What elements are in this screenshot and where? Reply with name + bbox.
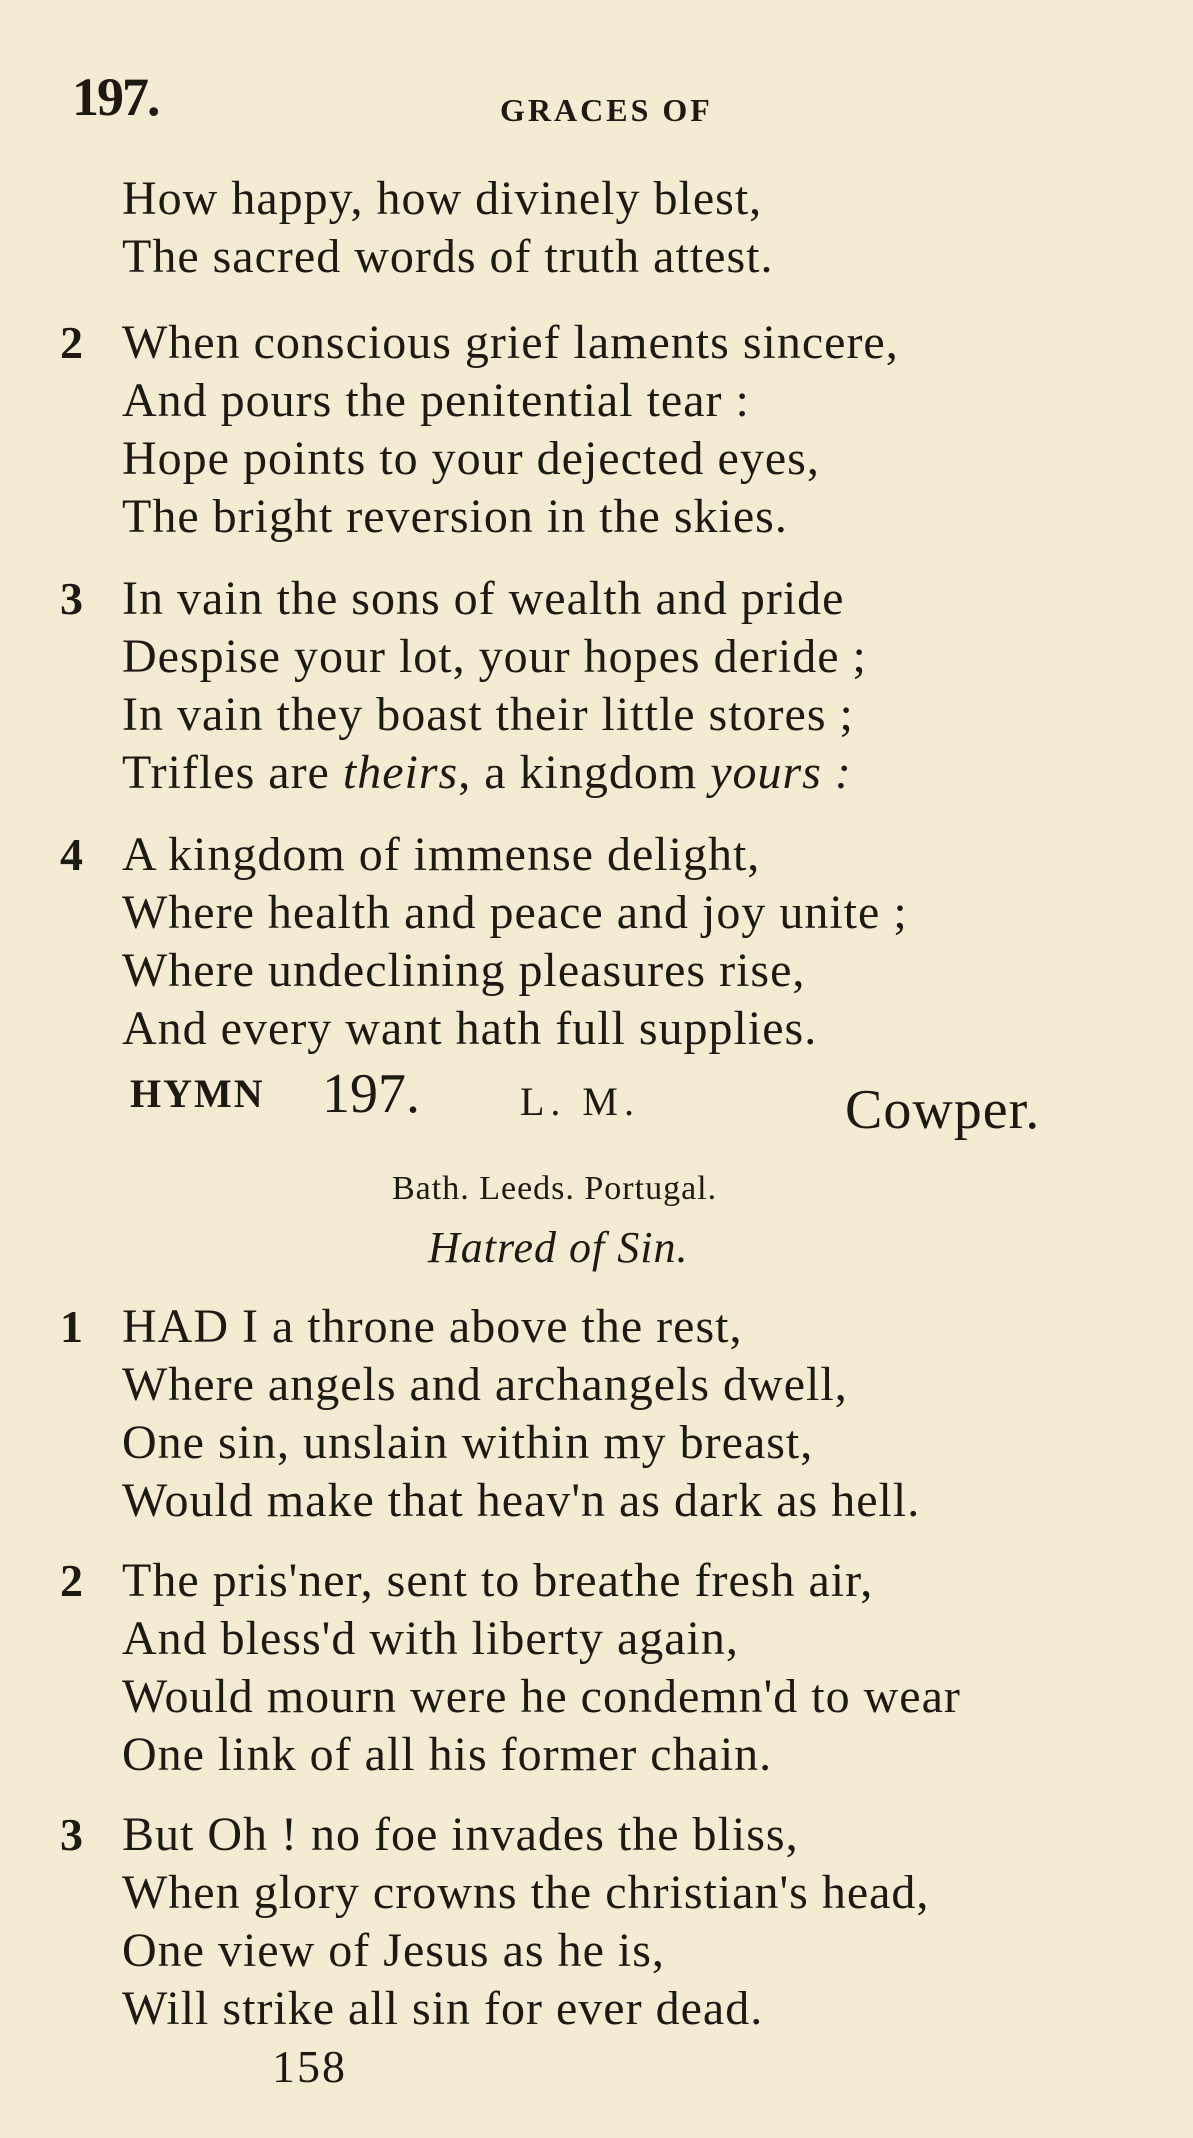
verse-line: Where angels and archangels dwell, <box>122 1358 848 1411</box>
page-number: 197. <box>72 67 159 127</box>
verse-line: One view of Jesus as he is, <box>122 1924 665 1977</box>
verse-line: Hope points to your dejected eyes, <box>122 432 820 485</box>
stanza-number: 3 <box>60 1809 83 1860</box>
verse-line: Will strike all sin for ever dead. <box>122 1982 764 2035</box>
verse-line: And bless'd with liberty again, <box>122 1612 739 1665</box>
hymn-meter: L. M. <box>520 1079 640 1124</box>
verse-text: , a kingdom <box>458 746 711 799</box>
verse-line: When glory crowns the christian's head, <box>122 1866 930 1919</box>
verse-line: The pris'ner, sent to breathe fresh air, <box>122 1554 874 1607</box>
tune-names: Bath. Leeds. Portugal. <box>392 1170 718 1207</box>
verse-line: How happy, how divinely blest, <box>122 172 763 225</box>
verse-line: Would make that heav'n as dark as hell. <box>122 1474 921 1527</box>
hymn-number: 197. <box>322 1063 420 1125</box>
emphasis-text: yours : <box>710 746 852 799</box>
stanza-number: 4 <box>60 829 83 880</box>
verse-line: One sin, unslain within my breast, <box>122 1416 814 1469</box>
stanza-number: 1 <box>60 1301 83 1352</box>
stanza-number: 3 <box>60 573 83 624</box>
verse-line: The bright reversion in the skies. <box>122 490 788 543</box>
verse-line: In vain the sons of wealth and pride <box>122 572 845 625</box>
stanza-number: 2 <box>60 1555 83 1606</box>
verse-line <box>122 744 852 802</box>
emphasis-text: theirs <box>342 746 459 799</box>
hymn-title: Hatred of Sin. <box>428 1223 689 1272</box>
hymn-author: Cowper. <box>845 1079 1041 1141</box>
verse-text: Trifles are <box>122 746 343 799</box>
running-title: GRACES OF <box>500 92 713 128</box>
verse-line: Where health and peace and joy unite ; <box>122 886 908 939</box>
verse-line: And pours the penitential tear : <box>122 374 750 427</box>
verse-line: In vain they boast their little stores ; <box>122 688 854 741</box>
verse-line: Despise your lot, your hopes deride ; <box>122 630 867 683</box>
stanza-number: 2 <box>60 317 83 368</box>
verse-line: A kingdom of immense delight, <box>122 828 761 881</box>
verse-line: But Oh ! no foe invades the bliss, <box>122 1808 799 1861</box>
verse-line: HAD I a throne above the rest, <box>122 1300 743 1353</box>
verse-line: Would mourn were he condemn'd to wear <box>122 1670 961 1723</box>
verse-line: The sacred words of truth attest. <box>122 230 774 283</box>
folio-number: 158 <box>272 2041 347 2092</box>
verse-line: Where undeclining pleasures rise, <box>122 944 806 997</box>
verse-line: When conscious grief laments sincere, <box>122 316 899 369</box>
verse-line: And every want hath full supplies. <box>122 1002 818 1055</box>
hymn-label: HYMN <box>130 1071 265 1116</box>
verse-line: One link of all his former chain. <box>122 1728 773 1781</box>
